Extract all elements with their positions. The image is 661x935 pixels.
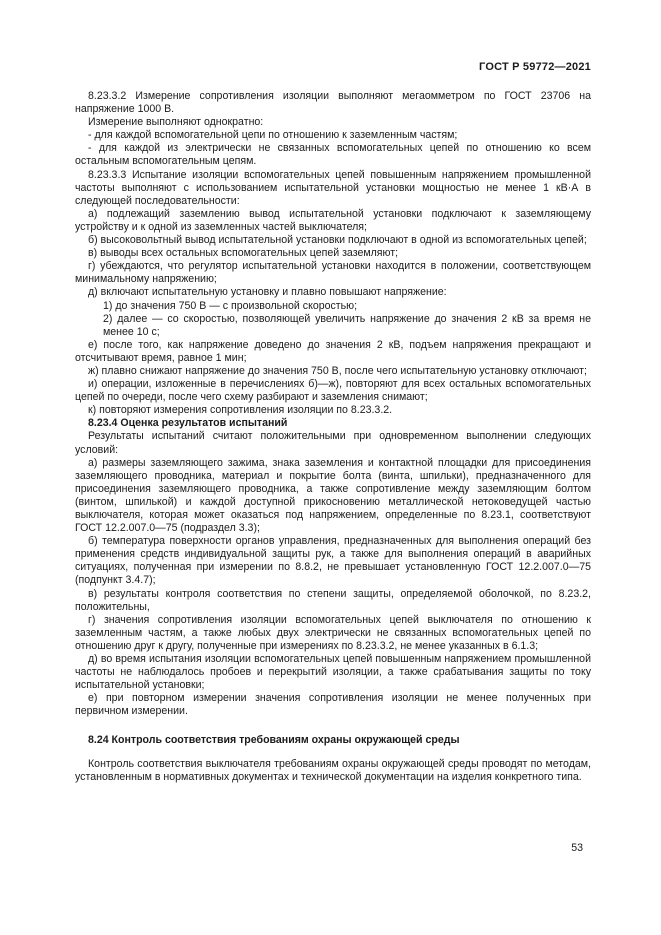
paragraph: в) результаты контроля соответствия по степени защиты, определяемой оболочкой, по 8.23.2, положительны, [75, 587, 591, 613]
paragraph: а) подлежащий заземлению вывод испытательной установки подключают к заземляющему устройству и к одной из заземленных частей выключателя; [75, 207, 591, 233]
subsection-heading: 8.23.4 Оценка результатов испытаний [88, 417, 288, 430]
paragraph: в) выводы всех остальных вспомогательных цепей заземляют; [88, 247, 399, 260]
paragraph: б) высоковольтный вывод испытательной установки подключают в одной из вспомогательных цепей; [88, 234, 587, 247]
paragraph: Измерение выполняют однократно: [88, 116, 264, 129]
paragraph: - для каждой вспомогательной цепи по отношению к заземленным частям; [88, 129, 458, 142]
paragraph: е) после того, как напряжение доведено до значения 2 кВ, подъем напряжения прекращают и отсчитывают время, равное 1 мин; [75, 338, 591, 364]
paragraph: и) операции, изложенные в перечислениях б)—ж), повторяют для всех остальных вспомогательных цепей по очереди, после чего схему разбирают и заземления снимают; [75, 378, 591, 404]
paragraph: б) температура поверхности органов управления, предназначенных для выполнения операций без применения средств индивидуальной защиты рук, а также для выполнения операций в аварийных ситуациях, полученная при измерении по 8.8.2, не превышает установленную ГОСТ 12.2.007.0—75 (подпункт 3.4.7); [75, 535, 591, 587]
paragraph: 8.23.3.2 Измерение сопротивления изоляции выполняют мегаомметром по ГОСТ 23706 на напряжение 1000 В. [75, 90, 591, 116]
document-standard-number: ГОСТ Р 59772—2021 [479, 61, 591, 73]
paragraph: Контроль соответствия выключателя требованиям охраны окружающей среды проводят по методам, установленным в нормативных документах и технической документации на изделия конкретного типа. [75, 757, 591, 783]
page-number: 53 [571, 842, 583, 854]
paragraph: 8.23.3.3 Испытание изоляции вспомогательных цепей повышенным напряжением промышленной частоты выполняют с использованием испытательной установки мощностью не менее 1 кВ·А в следующей последовательности: [75, 168, 591, 207]
paragraph: г) убеждаются, что регулятор испытательной установки находится в положении, соответствующем минимальному напряжению; [75, 260, 591, 286]
paragraph: д) во время испытания изоляции вспомогательных цепей повышенным напряжением промышленной частоты не наблюдалось пробоев и перекрытий изоляции, а также срабатывания защиты по току испытательной установки; [75, 653, 591, 692]
paragraph: е) при повторном измерении значения сопротивления изоляции не менее полученных при первичном измерении. [75, 692, 591, 718]
paragraph: ж) плавно снижают напряжение до значения 750 В, после чего испытательную установку отключают; [88, 364, 587, 377]
section-heading: 8.24 Контроль соответствия требованиям охраны окружающей среды [88, 733, 460, 746]
paragraph: - для каждой из электрически не связанных вспомогательных цепей по отношению ко всем остальным вспомогательным цепям. [75, 142, 591, 168]
paragraph: а) размеры заземляющего зажима, знака заземления и контактной площадки для присоединения заземляющего проводника, материал и покрытие болта (винта, шпильки), предназначенного для присоединения заземляющего проводника, а также сопротивление между заземляющим болтом (винтом, шпилькой) и каждой доступной прикосновению металлической нетоковедущей частью выключателя, которая может оказаться под напряжением, определенные по 8.23.1, соответствуют ГОСТ 12.2.007.0—75 (подраздел 3.3); [75, 456, 591, 535]
paragraph: Результаты испытаний считают положительными при одновременном выполнении следующих условий: [75, 430, 591, 456]
paragraph: д) включают испытательную установку и плавно повышают напряжение: [88, 286, 447, 299]
paragraph: г) значения сопротивления изоляции вспомогательных цепей выключателя по отношению к заземленным частям, а также любых двух электрически не связанных вспомогательных цепей по отношению друг к другу, полученные при измерениях по 8.23.3.2, не менее указанных в 6.1.3; [75, 613, 591, 652]
list-subitem: 1) до значения 750 В — с произвольной скоростью; [103, 299, 358, 312]
document-body [75, 90, 591, 784]
list-subitem: 2) далее — со скоростью, позволяющей увеличить напряжение до значения 2 кВ за время не менее 10 с; [103, 312, 591, 338]
paragraph: к) повторяют измерения сопротивления изоляции по 8.23.3.2. [88, 404, 393, 417]
